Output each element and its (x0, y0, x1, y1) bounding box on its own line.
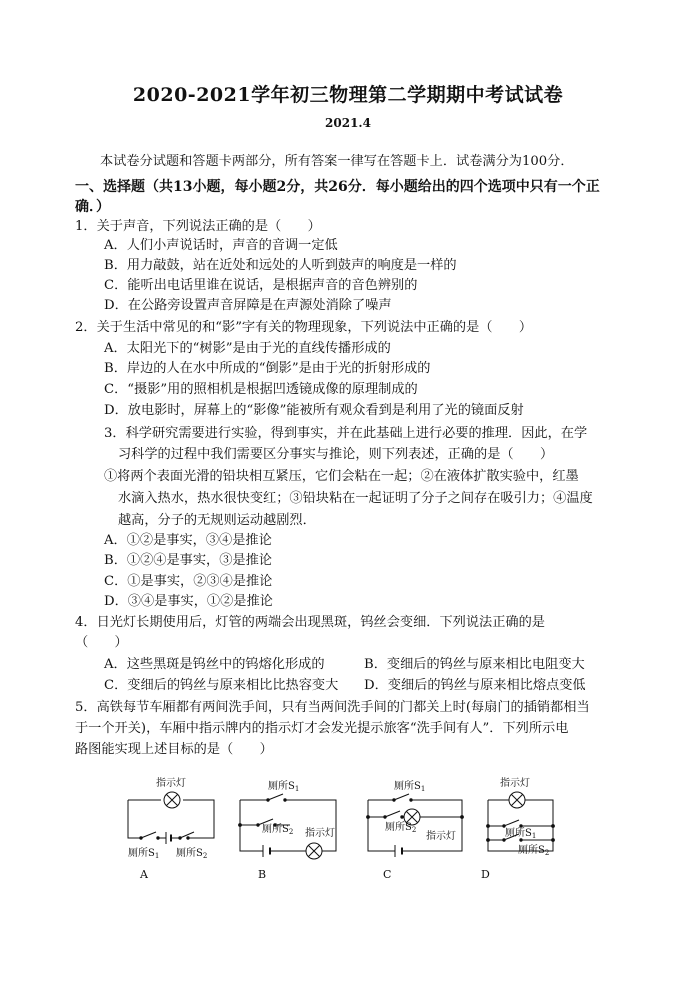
label-d-s1: 厕所$S_1$ (505, 828, 537, 840)
label-c-s1: 厕所$S_1$ (394, 781, 426, 793)
label-b-s1: 厕所$S_1$ (268, 781, 300, 793)
circuit-d (487, 792, 555, 851)
caption-d: D (481, 868, 490, 881)
exam-date: 2021.4 (325, 116, 371, 130)
q2-option-c: C．“摄影”用的照相机是根据凹透镜成像的原理制成的 (104, 382, 418, 397)
label-b-lamp: 指示灯 (305, 828, 335, 839)
circuit-diagrams (0, 768, 696, 898)
caption-c: C (383, 868, 392, 881)
label-d-s2: 厕所$S_2$ (518, 845, 550, 857)
q1-stem: 1．关于声音，下列说法正确的是（ ） (75, 219, 321, 234)
label-a-s1: 厕所$S_1$ (128, 848, 160, 860)
q2-option-d: D．放电影时，屏幕上的“影像”能被所有观众看到是利用了光的镜面反射 (104, 403, 524, 418)
caption-b: B (258, 868, 267, 881)
q1-option-c: C．能听出电话里谁在说话，是根据声音的音色辨别的 (104, 278, 418, 293)
page-title: 2020-2021学年初三物理第二学期期中考试试卷 (132, 84, 564, 106)
q4-stem-line1: 4．日光灯长期使用后，灯管的两端会出现黑斑，钨丝会变细．下列说法正确的是 (75, 615, 545, 630)
q3-statement-line3: 越高，分子的无规则运动越剧烈． (118, 513, 316, 528)
label-c-lamp: 指示灯 (426, 831, 456, 842)
q4-option-d: D．变细后的钨丝与原来相比熔点变低 (364, 678, 586, 693)
q2-option-a: A．太阳光下的“树影”是由于光的直线传播形成的 (104, 341, 391, 356)
q4-option-b: B．变细后的钨丝与原来相比电阻变大 (364, 657, 585, 672)
q3-statement-line1: ①将两个表面光滑的铅块相互紧压，它们会粘在一起；②在液体扩散实验中，红墨 (104, 469, 579, 484)
q5-stem-line1: 5．高铁每节车厢都有两间洗手间，只有当两间洗手间的门都关上时(每扇门的插销都相当 (75, 700, 590, 715)
label-a-lamp: 指示灯 (156, 778, 186, 789)
q1-option-b: B．用力敲鼓，站在近处和远处的人听到鼓声的响度是一样的 (104, 258, 457, 273)
label-c-s2: 厕所$S_2$ (385, 822, 417, 834)
q3-option-b: B．①②④是事实，③是推论 (104, 553, 272, 568)
q3-option-a: A．①②是事实，③④是推论 (104, 533, 272, 548)
section-heading-line1: 一、选择题（共13小题，每小题2分，共26分．每小题给出的四个选项中只有一个正 (75, 179, 600, 195)
q1-option-d: D．在公路旁设置声音屏障是在声源处消除了噪声 (104, 298, 392, 313)
q3-option-d: D．③④是事实，①②是推论 (104, 594, 273, 609)
q3-stem-line1: 3．科学研究需要进行实验，得到事实，并在此基础上进行必要的推理．因此，在学 (104, 426, 588, 441)
circuit-a (128, 792, 214, 844)
q5-stem-line2: 于一个开关)，车厢中指示牌内的指示灯才会发光提示旅客“洗手间有人”．下列所示电 (75, 721, 569, 736)
q3-option-c: C．①是事实，②③④是推论 (104, 574, 273, 589)
label-b-s2: 厕所$S_2$ (262, 824, 294, 836)
q4-stem-line2: （ ） (75, 635, 128, 650)
q2-stem: 2．关于生活中常见的和“影”字有关的物理现象，下列说法中正确的是（ ） (75, 320, 533, 335)
section-heading-line2: 确．） (75, 199, 110, 215)
q4-option-a: A．这些黑斑是钨丝中的钨熔化形成的 (104, 657, 325, 672)
q3-statement-line2: 水滴入热水，热水很快变红；③铅块粘在一起证明了分子之间存在吸引力；④温度 (118, 491, 593, 506)
label-a-s2: 厕所$S_2$ (176, 848, 208, 860)
q2-option-b: B．岸边的人在水中所成的“倒影”是由于光的折射形成的 (104, 361, 431, 376)
q3-stem-line2: 习科学的过程中我们需要区分事实与推论，则下列表述，正确的是（ ） (118, 447, 554, 462)
caption-a: A (140, 868, 148, 881)
q1-option-a: A．人们小声说话时，声音的音调一定低 (104, 238, 338, 253)
label-d-lamp: 指示灯 (500, 778, 530, 789)
q5-stem-line3: 路图能实现上述目标的是（ ） (75, 742, 273, 757)
q4-option-c: C．变细后的钨丝与原来相比比热容变大 (104, 678, 339, 693)
intro-text: 本试卷分试题和答题卡两部分，所有答案一律写在答题卡上．试卷满分为100分． (100, 154, 574, 169)
